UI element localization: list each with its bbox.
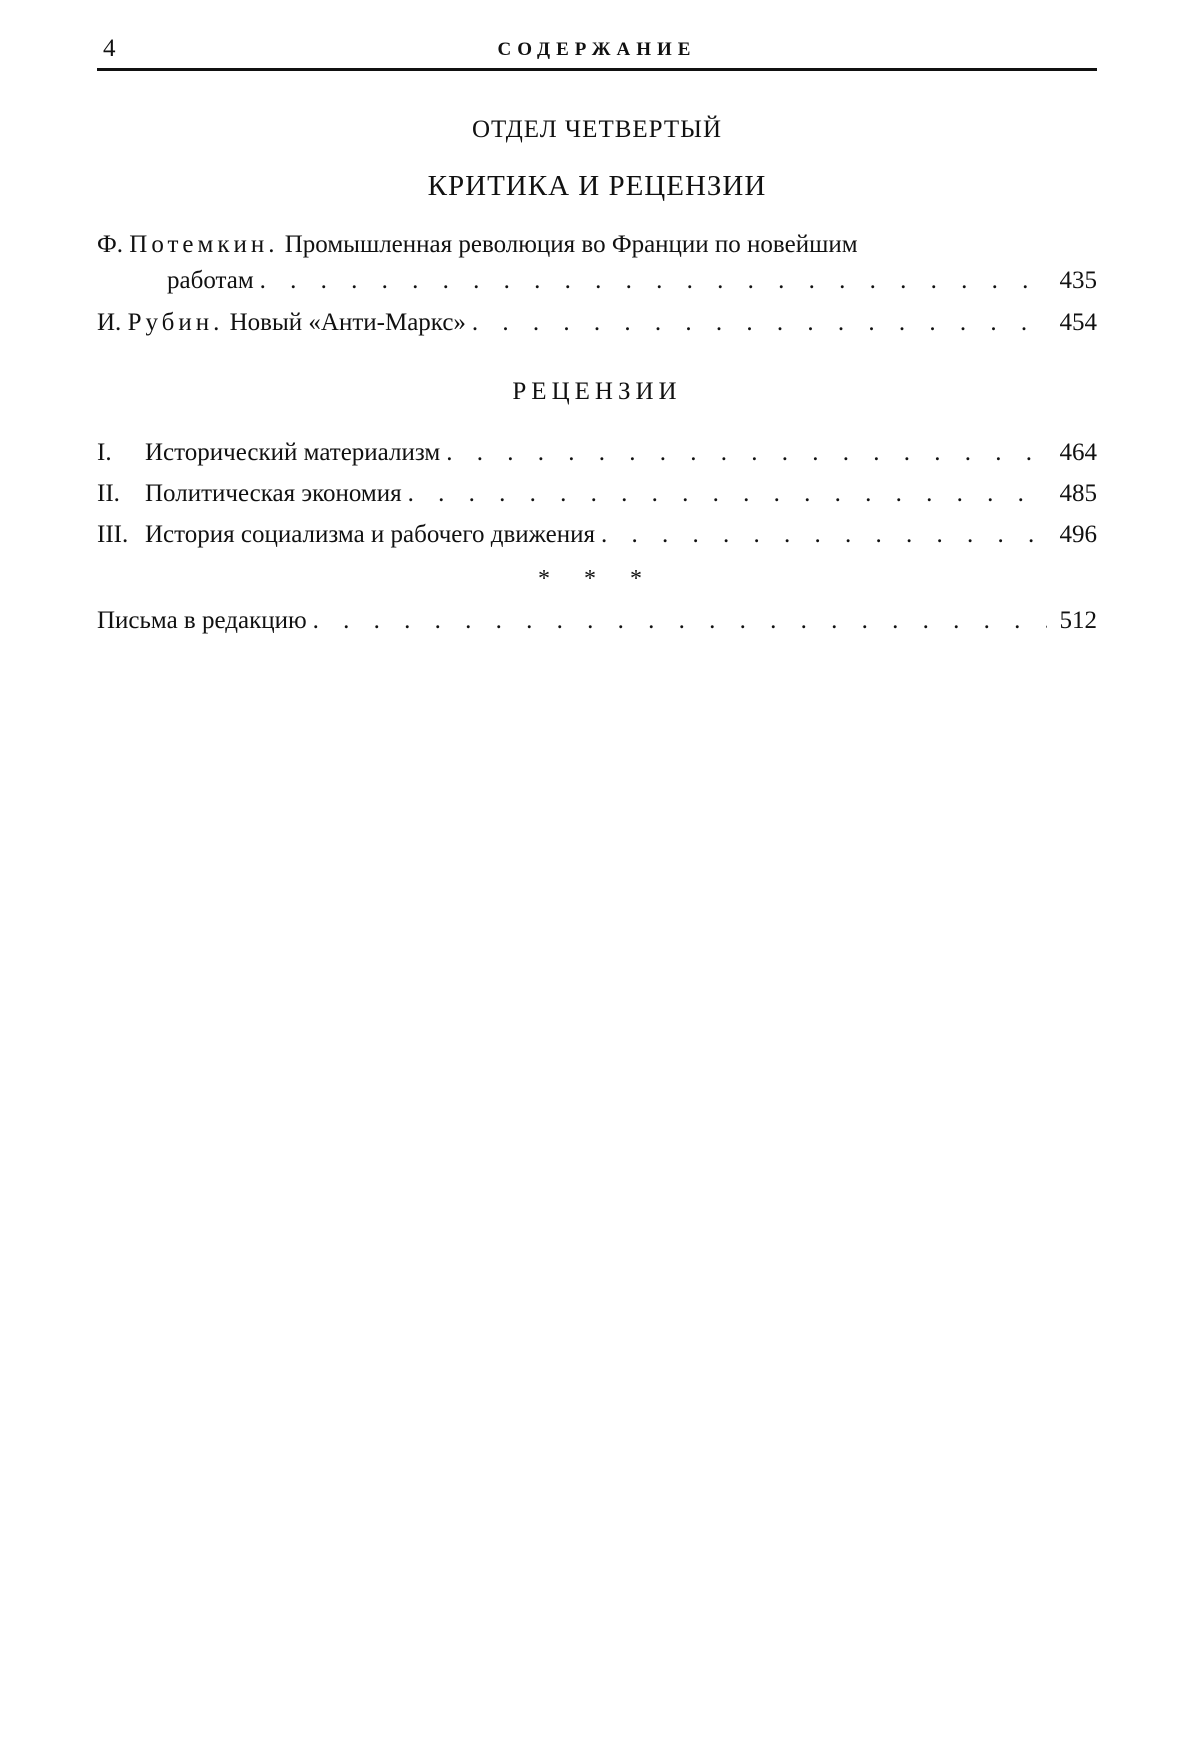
entry-title: Политическая экономия [145, 480, 402, 507]
page-ref: 496 [1059, 521, 1097, 548]
toc-entry-text [97, 436, 440, 470]
entry-title: Новый «Анти-Маркс» [229, 309, 466, 336]
page-ref: 435 [1059, 267, 1097, 294]
page-ref: 454 [1059, 309, 1097, 336]
toc-entry-text [97, 306, 466, 340]
roman-numeral: I. [97, 439, 112, 466]
roman-numeral: III. [97, 521, 129, 548]
toc-entry-review-1 [97, 436, 1097, 470]
running-title: СОДЕРЖАНИЕ [497, 39, 697, 60]
toc-entry-text [97, 231, 858, 258]
author-name: Потемкин. [129, 231, 279, 258]
toc-entry-review-2 [97, 477, 1097, 511]
entry-title: Письма в редакцию [97, 607, 307, 634]
toc-entry-rubin [97, 306, 1097, 340]
reviews-title: РЕЦЕНЗИИ [512, 378, 682, 405]
toc-entry-potemkin [97, 228, 1097, 262]
page-ref: 464 [1059, 439, 1097, 466]
page-number: 4 [103, 35, 116, 62]
dot-leader [601, 518, 1047, 552]
section-label: ОТДЕЛ ЧЕТВЕРТЫЙ [471, 116, 723, 143]
dot-leader [260, 264, 1047, 298]
entry-title: Промышленная революция во Франции по новейшим [284, 231, 858, 258]
author-initial: И. [97, 309, 122, 336]
toc-entry-potemkin-continued [97, 264, 1097, 298]
toc-entry-text [97, 518, 595, 552]
toc-page [97, 0, 1097, 1754]
author-initial: Ф. [97, 231, 124, 258]
dot-leader [408, 477, 1047, 511]
asterism-separator: * * * [538, 566, 656, 592]
page-ref: 485 [1059, 480, 1097, 507]
entry-title-continued: работам [167, 267, 254, 294]
toc-entry-review-3 [97, 518, 1097, 552]
dot-leader [472, 306, 1047, 340]
roman-numeral: II. [97, 480, 120, 507]
entry-title: История социализма и рабочего движения [145, 521, 595, 548]
dot-leader [313, 604, 1047, 638]
section-title: КРИТИКА И РЕЦЕНЗИИ [427, 170, 767, 202]
dot-leader [446, 436, 1047, 470]
toc-entry-text [97, 477, 402, 511]
toc-entry-letters [97, 604, 1097, 638]
page-ref: 512 [1059, 607, 1097, 634]
author-name: Рубин. [127, 309, 224, 336]
entry-title: Исторический материализм [145, 439, 441, 466]
running-head [97, 34, 1097, 71]
